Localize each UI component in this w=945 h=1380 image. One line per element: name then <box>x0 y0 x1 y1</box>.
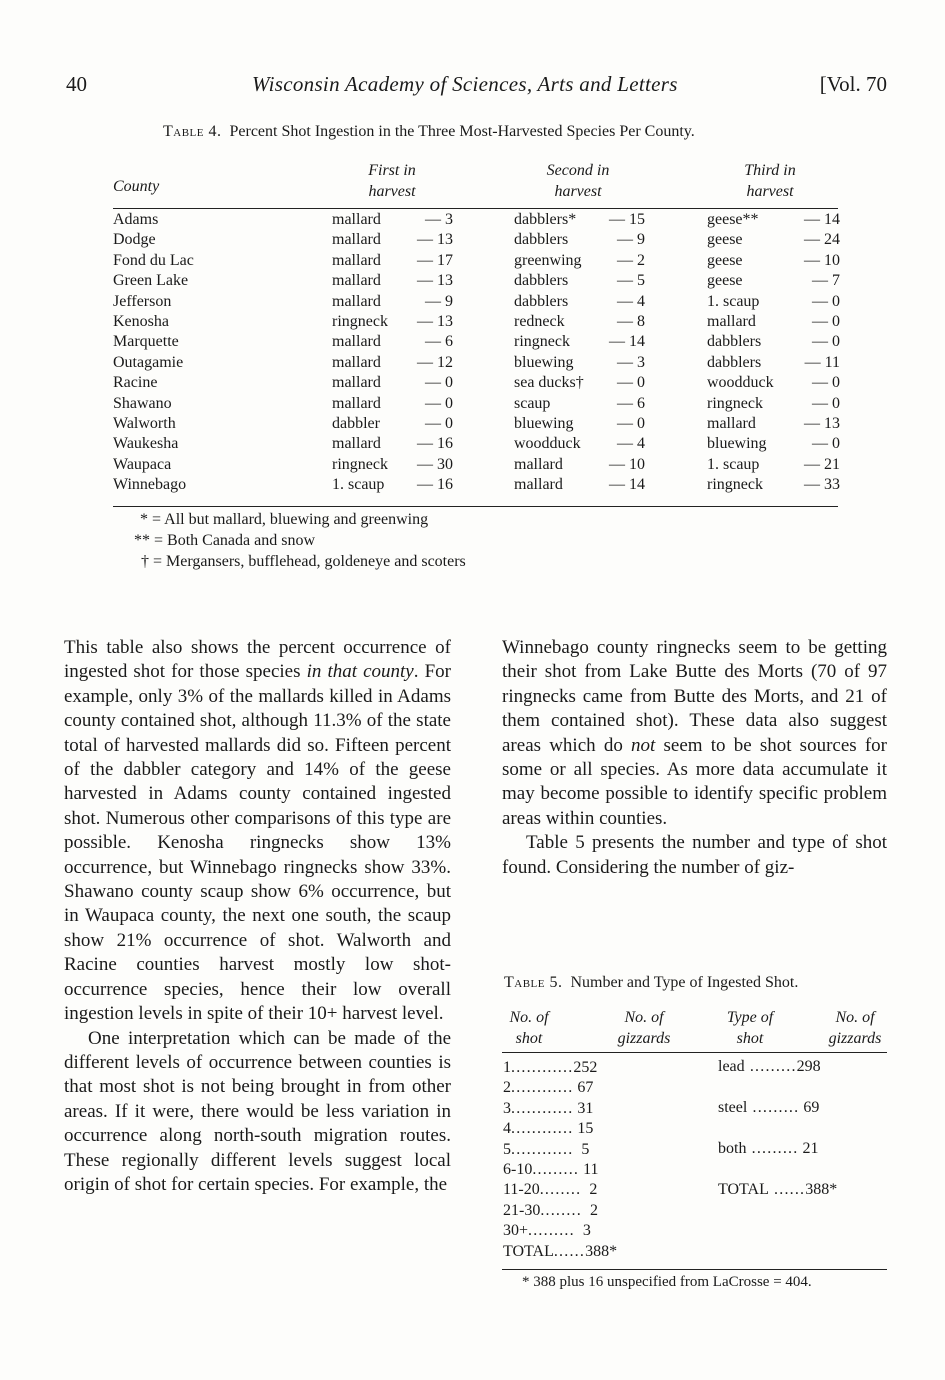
county-cell: Walworth <box>113 414 176 432</box>
table-row <box>113 394 843 414</box>
table5-header-no-gizzards-2 <box>817 1007 893 1049</box>
third-value: — 21 <box>804 455 840 473</box>
third-value: — 0 <box>812 394 840 412</box>
table-row <box>503 1221 617 1241</box>
table5-title: Number and Type of Ingested Shot. <box>570 974 799 991</box>
second-species: mallard <box>514 476 563 494</box>
row-label: lead <box>718 1058 745 1075</box>
text-run: Winnebago county ringnecks seem to be getting their shot from Lake Butte des Morts (70 of 97 ringnecks came from Butte des Morts, and 21 of them contained shot). These data also suggest areas which do <box>502 637 887 756</box>
second-species: sea ducks† <box>514 374 584 392</box>
row-value: 2 <box>581 1201 598 1219</box>
second-value: — 4 <box>617 292 645 310</box>
text-run: This table also shows the percent occurrence of ingested shot for those species <box>64 637 451 683</box>
header-line: shot <box>515 1030 543 1047</box>
table5-shot-counts <box>503 1058 617 1262</box>
row-value: 21 <box>798 1140 819 1157</box>
volume-label: [Vol. 70 <box>819 72 887 96</box>
table4-header-third <box>730 160 810 202</box>
third-value: — 0 <box>812 312 840 330</box>
header-line: Type of <box>726 1009 774 1026</box>
second-species: bluewing <box>514 353 574 371</box>
leader-dots: ............ <box>511 1140 574 1158</box>
left-text-column <box>64 636 451 1197</box>
county-cell: Waukesha <box>113 435 179 453</box>
second-species: redneck <box>514 312 565 330</box>
table4-footnote: ** = Both Canada and snow <box>134 532 315 549</box>
first-value: — 13 <box>417 272 453 290</box>
row-value: 2 <box>581 1181 598 1199</box>
header-line: First in <box>368 162 416 179</box>
second-species: ringneck <box>514 333 570 351</box>
row-label: 2 <box>503 1079 511 1097</box>
first-value: — 0 <box>425 374 453 392</box>
row-value: 298 <box>796 1058 821 1075</box>
table5-header-no-gizzards <box>606 1007 682 1049</box>
third-species: ringneck <box>707 476 763 494</box>
header-line: shot <box>736 1030 764 1047</box>
second-species: bluewing <box>514 414 574 432</box>
leader-dots: ......... <box>746 1140 799 1157</box>
table4-footnote: * = All but mallard, bluewing and greenwing <box>140 511 429 528</box>
third-value: — 0 <box>812 333 840 351</box>
third-species: bluewing <box>707 435 767 453</box>
table-row <box>113 251 843 271</box>
second-value: — 10 <box>609 455 645 473</box>
table5-top-rule <box>502 1052 887 1053</box>
row-value: 388* <box>585 1242 618 1260</box>
table5-label: Table 5. <box>504 974 563 991</box>
third-species: dabblers <box>707 333 762 351</box>
second-value: — 8 <box>617 312 645 330</box>
header-line: No. of <box>509 1009 549 1026</box>
table-row <box>113 353 843 373</box>
table4-caption <box>163 123 695 141</box>
table4-body <box>113 210 843 495</box>
third-species: woodduck <box>707 374 774 392</box>
row-label: 21-30 <box>503 1201 541 1219</box>
county-cell: Green Lake <box>113 272 189 290</box>
header-line: Third in <box>744 162 796 179</box>
table-row <box>503 1119 617 1139</box>
header-line: harvest <box>746 183 794 200</box>
county-cell: Shawano <box>113 394 172 412</box>
first-value: — 0 <box>425 414 453 432</box>
header-line: gizzards <box>828 1030 882 1047</box>
table4-label: Table 4. <box>163 123 222 140</box>
second-species: greenwing <box>514 251 582 269</box>
row-label: both <box>718 1140 747 1157</box>
table4-header-county: County <box>113 178 160 195</box>
leader-dots: ........ <box>540 1201 582 1219</box>
second-species: woodduck <box>514 435 581 453</box>
table-row <box>113 292 843 312</box>
row-label: TOTAL <box>718 1181 769 1198</box>
header-line: Second in <box>546 162 610 179</box>
first-value: — 6 <box>425 333 453 351</box>
leader-dots: ...... <box>553 1242 586 1260</box>
second-species: dabblers <box>514 272 569 290</box>
third-species: geese <box>707 272 743 290</box>
table5-bottom-rule <box>502 1269 887 1270</box>
table4-top-rule <box>113 208 838 209</box>
first-value: — 16 <box>417 435 453 453</box>
third-species: 1. scaup <box>707 292 760 310</box>
second-value: — 14 <box>609 333 645 351</box>
paragraph <box>502 636 887 831</box>
second-species: dabblers <box>514 292 569 310</box>
table-row <box>718 1099 819 1117</box>
table-row <box>113 230 843 250</box>
paragraph: Table 5 presents the number and type of shot found. Considering the number of giz- <box>502 832 887 878</box>
leader-dots: ............ <box>511 1120 574 1138</box>
county-cell: Dodge <box>113 231 156 249</box>
table-row <box>113 210 843 230</box>
table-row <box>503 1058 617 1078</box>
first-value: — 12 <box>417 353 453 371</box>
row-value: 69 <box>799 1099 820 1116</box>
row-value: 11 <box>579 1160 599 1178</box>
third-value: — 14 <box>804 211 840 228</box>
table4-header-second <box>530 160 626 202</box>
table-row <box>718 1058 821 1076</box>
row-value: 5 <box>573 1140 590 1158</box>
second-species: scaup <box>514 394 551 412</box>
paragraph <box>64 636 451 1027</box>
table-row <box>113 312 843 332</box>
first-species: mallard <box>332 292 381 310</box>
table-row <box>503 1078 617 1098</box>
second-value: — 15 <box>609 211 645 228</box>
third-species: dabblers <box>707 353 762 371</box>
table-row <box>503 1201 617 1221</box>
paragraph: One interpretation which can be made of the different levels of occurrence between counties is that most shot is not being brought in from other areas. If it were, there would be less variation in occurrence along north-south migration routes. These regionally different levels suggest local origin of shot for certain species. For example, the <box>64 1027 451 1195</box>
running-title: Wisconsin Academy of Sciences, Arts and Letters <box>252 72 678 96</box>
second-value: — 6 <box>617 394 645 412</box>
leader-dots: ...... <box>768 1181 806 1198</box>
second-value: — 2 <box>617 251 645 269</box>
third-value: — 10 <box>804 251 840 269</box>
row-value: 252 <box>573 1059 598 1076</box>
first-species: mallard <box>332 374 381 392</box>
table5-footnote: * 388 plus 16 unspecified from LaCrosse = 404. <box>522 1274 812 1290</box>
first-value: — 0 <box>425 394 453 412</box>
first-species: mallard <box>332 272 381 290</box>
second-species: dabblers <box>514 231 569 249</box>
county-cell: Marquette <box>113 333 179 351</box>
table-row <box>503 1140 617 1160</box>
row-label: 30+ <box>503 1222 529 1240</box>
table4-title: Percent Shot Ingestion in the Three Most-Harvested Species Per County. <box>229 123 695 140</box>
table-row <box>113 414 843 434</box>
header-line: No. of <box>835 1009 875 1026</box>
third-species: mallard <box>707 312 756 330</box>
table-row <box>113 271 843 291</box>
table-row <box>113 455 843 475</box>
county-cell: Fond du Lac <box>113 251 194 269</box>
third-species: ringneck <box>707 394 763 412</box>
second-species: mallard <box>514 455 563 473</box>
row-value: 67 <box>573 1079 594 1097</box>
third-value: — 0 <box>812 374 840 392</box>
first-value: — 13 <box>417 312 453 330</box>
third-value: — 7 <box>812 272 840 290</box>
table5-header-type-shot <box>714 1007 786 1049</box>
table-row <box>113 332 843 352</box>
first-species: mallard <box>332 435 381 453</box>
first-value: — 30 <box>417 455 453 473</box>
third-value: — 24 <box>804 231 840 249</box>
leader-dots: ............ <box>511 1079 574 1097</box>
second-value: — 14 <box>609 476 645 494</box>
leader-dots: ........ <box>539 1181 582 1199</box>
row-label: steel <box>718 1099 748 1116</box>
first-value: — 3 <box>425 211 453 228</box>
row-label: 5 <box>503 1140 511 1158</box>
third-species: 1. scaup <box>707 455 760 473</box>
header-line: harvest <box>554 183 602 200</box>
third-value: — 0 <box>812 435 840 453</box>
row-label: TOTAL <box>503 1242 554 1260</box>
second-value: — 4 <box>617 435 645 453</box>
third-value: — 11 <box>804 353 840 371</box>
county-cell: Waupaca <box>113 455 172 473</box>
row-label: 4 <box>503 1120 511 1138</box>
row-value: 31 <box>573 1099 594 1117</box>
first-species: mallard <box>332 211 381 228</box>
text-run: seem to be shot sources for some or all species. As more data accumulate it may become possible to identify specific problem areas within counties. <box>502 734 887 829</box>
right-text-column <box>502 636 887 880</box>
leader-dots: ............ <box>511 1059 574 1076</box>
table-row <box>718 1181 837 1199</box>
second-species: dabblers* <box>514 211 577 228</box>
table-row <box>503 1242 617 1262</box>
first-value: — 9 <box>425 292 453 310</box>
leader-dots: ......... <box>744 1058 797 1075</box>
third-value: — 13 <box>804 414 840 432</box>
table-row <box>113 434 843 454</box>
text-run: . For example, only 3% of the mallards killed in Adams county contained shot, although 11.3% of the state total of harvested mallards did so. Fifteen percent of the dabbler category and 14% of the geese harvested in Adams county contained ingested shot. Numerous other comparisons of this type are possible. Kenosha ringnecks show 13% occurrence, but Winnebago ringnecks show 33%. Shawano county scaup show 6% occurrence, but in Waupaca county, the next one south, the scaup show 21% occurrence of shot. Walworth and Racine counties harvest mostly low shot-occurrence species, hence their low overall ingestion levels in spite of their 10+ harvest level. <box>64 661 451 1025</box>
table4-bottom-rule <box>113 506 838 507</box>
table5-header-no-shot <box>500 1007 558 1049</box>
first-species: ringneck <box>332 312 388 330</box>
row-value: 3 <box>574 1222 591 1240</box>
emphasis: not <box>631 734 656 756</box>
leader-dots: ......... <box>528 1222 575 1240</box>
header-line: No. of <box>624 1009 664 1026</box>
first-species: mallard <box>332 251 381 269</box>
second-value: — 0 <box>617 374 645 392</box>
first-species: dabbler <box>332 414 380 432</box>
row-label: 6-10 <box>503 1160 533 1178</box>
leader-dots: ......... <box>747 1099 800 1116</box>
county-cell: Jefferson <box>113 292 172 310</box>
row-label: 1 <box>503 1059 511 1076</box>
county-cell: Winnebago <box>113 476 187 494</box>
row-label: 3 <box>503 1099 511 1117</box>
second-value: — 9 <box>617 231 645 249</box>
third-value: — 0 <box>812 292 840 310</box>
third-species: geese <box>707 251 743 269</box>
table5-caption <box>504 974 798 992</box>
second-value: — 5 <box>617 272 645 290</box>
header-line: gizzards <box>617 1030 671 1047</box>
table-row <box>113 475 843 495</box>
first-species: ringneck <box>332 455 388 473</box>
first-species: mallard <box>332 353 381 371</box>
first-species: mallard <box>332 394 381 412</box>
table4-footnote: † = Mergansers, bufflehead, goldeneye and scoters <box>141 553 466 570</box>
row-value: 388* <box>805 1181 838 1198</box>
table-row <box>503 1099 617 1119</box>
table4-header-first <box>352 160 432 202</box>
leader-dots: ......... <box>532 1160 580 1178</box>
county-cell: Adams <box>113 211 159 228</box>
table-row <box>503 1180 617 1200</box>
table-row <box>503 1160 617 1180</box>
third-value: — 33 <box>804 476 840 494</box>
first-species: mallard <box>332 333 381 351</box>
first-species: 1. scaup <box>332 476 385 494</box>
third-species: geese** <box>707 211 759 228</box>
leader-dots: ............ <box>511 1099 574 1117</box>
third-species: mallard <box>707 414 756 432</box>
county-cell: Outagamie <box>113 353 184 371</box>
first-value: — 16 <box>417 476 453 494</box>
third-species: geese <box>707 231 743 249</box>
page-number: 40 <box>66 72 87 96</box>
first-value: — 13 <box>417 231 453 249</box>
first-species: mallard <box>332 231 381 249</box>
row-label: 11-20 <box>503 1181 540 1199</box>
second-value: — 0 <box>617 414 645 432</box>
first-value: — 17 <box>417 251 453 269</box>
header-line: harvest <box>368 183 416 200</box>
table-row <box>113 373 843 393</box>
table-row <box>718 1140 818 1158</box>
second-value: — 3 <box>617 353 645 371</box>
row-value: 15 <box>573 1120 594 1138</box>
county-cell: Kenosha <box>113 312 169 330</box>
emphasis: in that county <box>306 661 414 683</box>
county-cell: Racine <box>113 374 158 392</box>
